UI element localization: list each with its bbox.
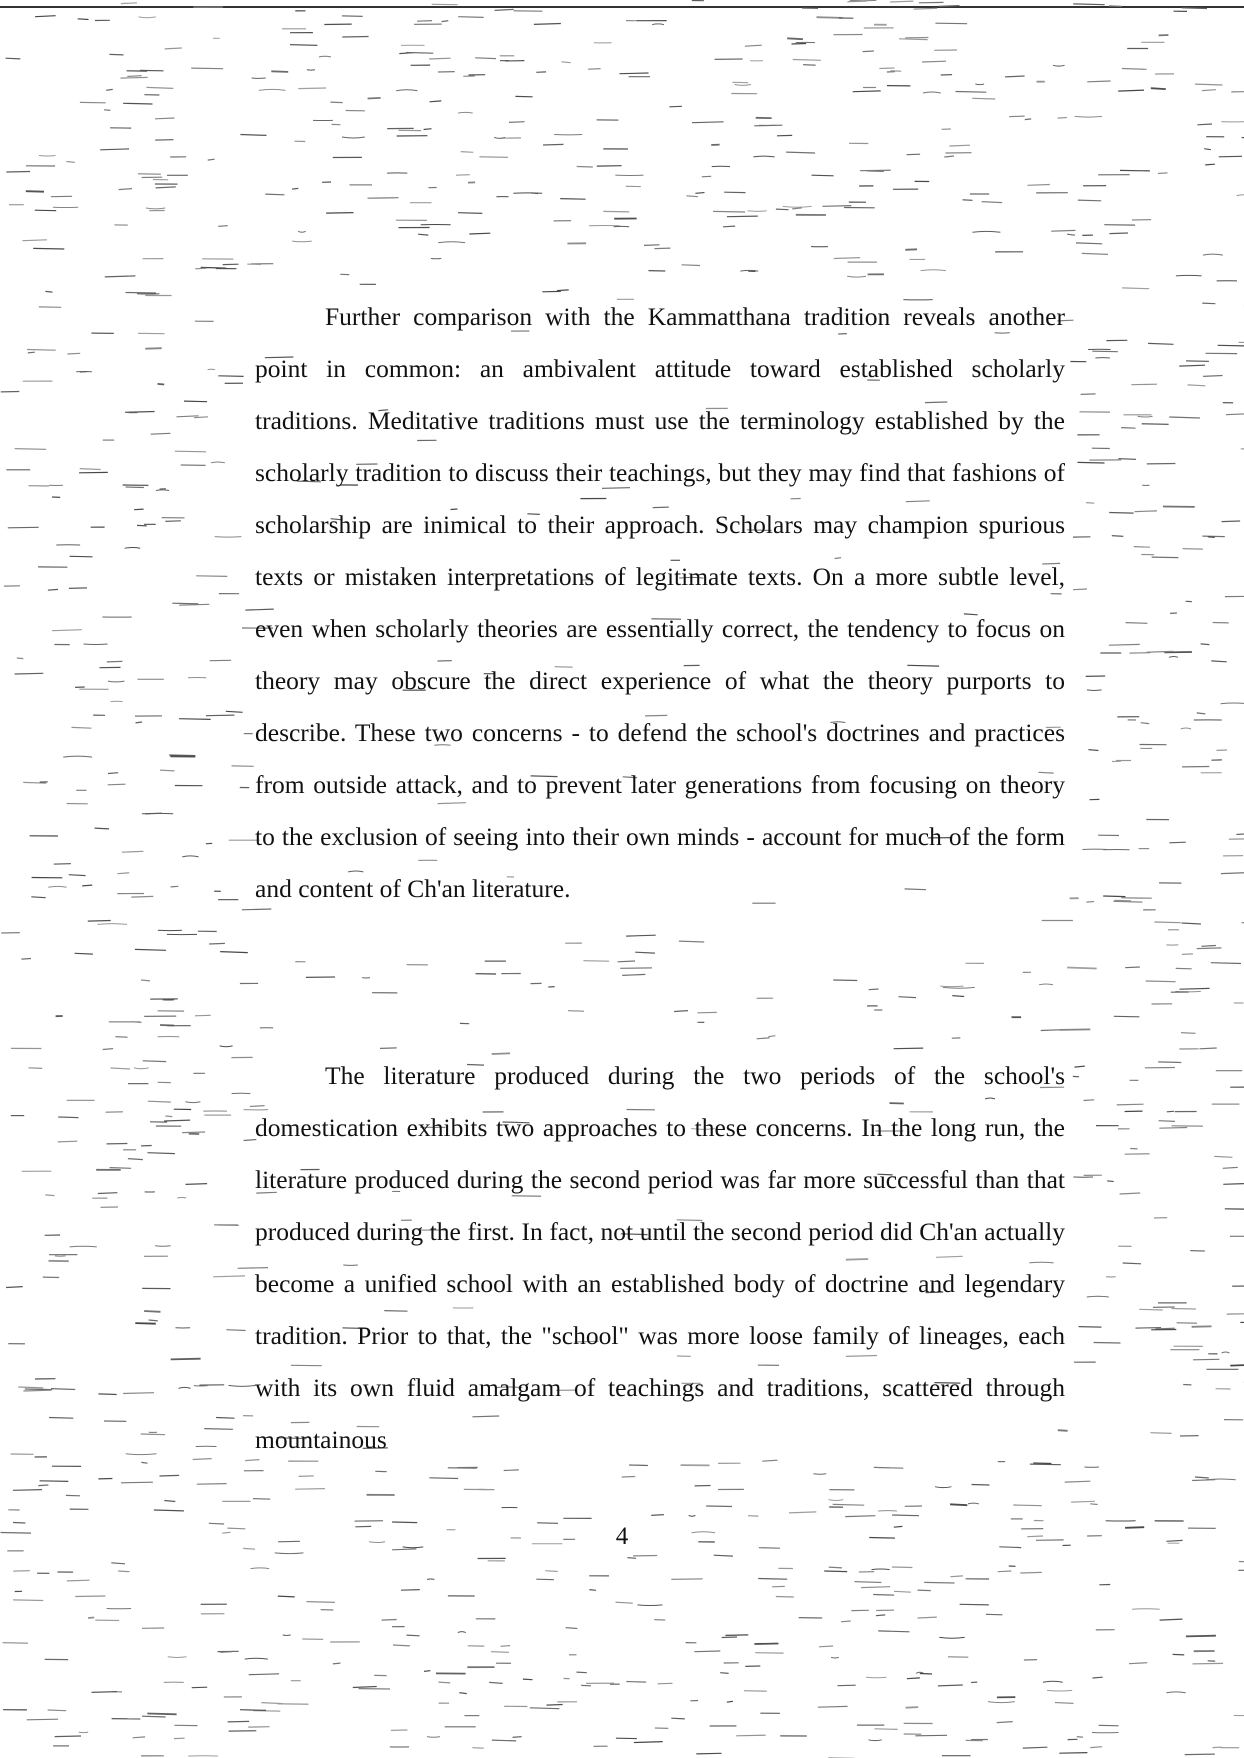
paragraph-1: Further comparison with the Kammatthana tradition reveals another point in common: an ambivalent attitude toward established scholarly traditions. Meditative traditions must use the terminology established by the scholarly tradition to discuss their teachings, but they may find that fashions of scholarship are inimical to their approach. Scholars may champion spurious texts or mistaken interpretations of legitimate texts. On a more subtle level, even when scholarly theories are essentially correct, the tendency to focus on theory may obscure the direct experience of what the theory purports to describe. These two concerns - to defend the school's doctrines and practices from outside attack, and to prevent later generations from focusing on theory to the exclusion of seeing into their own minds - account for much of the form and content of Ch'an literature.	[255, 302, 1065, 903]
paragraph-2-block	[255, 1050, 1065, 1466]
page-number: 4	[615, 1523, 629, 1550]
paragraph-2: The literature produced during the two periods of the school's domestication exhibits two approaches to these concerns. In the long run, the literature produced during the second period was far more successful than that produced during the first. In fact, not until the second period did Ch'an actually become a unified school with an established body of doctrine and legendary tradition. Prior to that, the "school" was more loose family of lineages, each with its own fluid amalgam of teachings and traditions, scattered through mountainous	[255, 1061, 1065, 1454]
paragraph-1-block	[255, 291, 1065, 915]
